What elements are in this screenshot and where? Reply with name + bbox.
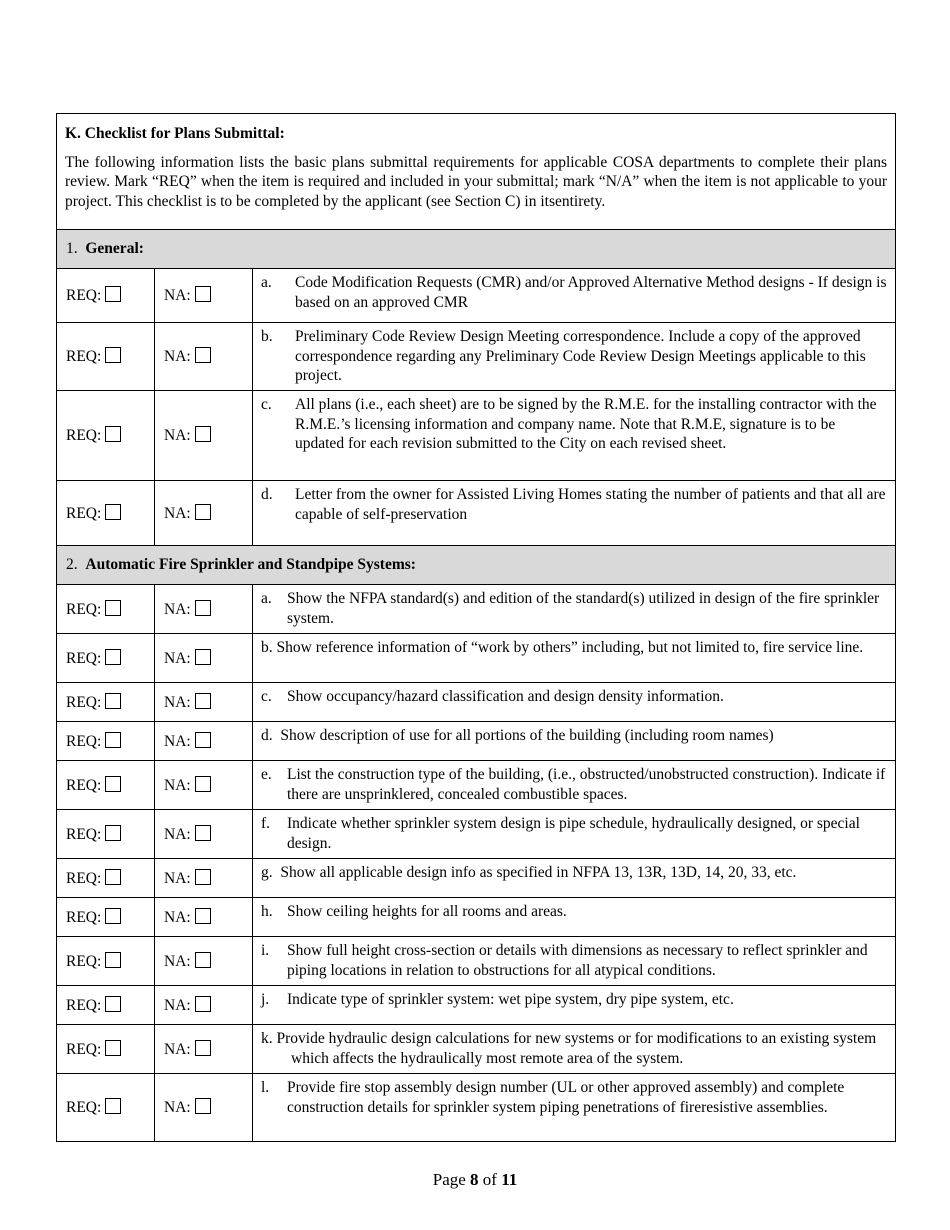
item-letter: i. — [261, 942, 270, 959]
req-label: REQ: — [66, 776, 102, 794]
checklist-table — [56, 113, 896, 1142]
req-checkbox[interactable] — [105, 426, 121, 442]
na-label: NA: — [164, 776, 191, 794]
page-number: 8 — [470, 1170, 479, 1189]
req-cell — [57, 898, 155, 937]
req-checkbox[interactable] — [105, 952, 121, 968]
na-label: NA: — [164, 996, 191, 1014]
req-checkbox[interactable] — [105, 908, 121, 924]
item-cell — [253, 810, 896, 859]
item-letter: h. — [261, 903, 273, 920]
na-cell — [155, 585, 253, 634]
na-cell — [155, 986, 253, 1025]
req-checkbox[interactable] — [105, 996, 121, 1012]
req-cell — [57, 323, 155, 391]
item-text: Show ceiling heights for all rooms and areas. — [287, 903, 567, 920]
item-text: Show description of use for all portions of the building (including room names) — [280, 727, 774, 744]
req-label: REQ: — [66, 996, 102, 1014]
checklist-row — [57, 391, 896, 481]
req-cell — [57, 481, 155, 546]
req-checkbox[interactable] — [105, 600, 121, 616]
na-label: NA: — [164, 348, 191, 365]
req-checkbox[interactable] — [105, 347, 121, 363]
na-cell — [155, 269, 253, 323]
req-checkbox[interactable] — [105, 732, 121, 748]
item-letter: b. — [261, 328, 273, 345]
na-label: NA: — [164, 427, 191, 444]
req-cell — [57, 1025, 155, 1074]
intro-paragraph: The following information lists the basic plans submittal requirements for applicable COSA departments to complete their plans review. Mark “REQ” when the item is required and included in your submittal; mark “N/A” when the item is not applicable to your project. This checklist is to be completed by the applicant (see Section C) in itsentirety. — [65, 153, 887, 210]
item-cell — [253, 1074, 896, 1142]
na-checkbox[interactable] — [195, 869, 211, 885]
page-of: of — [482, 1170, 497, 1189]
item-text: Show reference information of “work by others” including, but not limited to, fire service line. — [276, 639, 864, 656]
na-label: NA: — [164, 869, 191, 887]
item-text: Letter from the owner for Assisted Living Homes stating the number of patients and that all are capable of self-preservation — [295, 486, 886, 523]
section-number: 1. — [66, 240, 78, 257]
req-cell — [57, 761, 155, 810]
req-label: REQ: — [66, 908, 102, 926]
plans-submittal-checklist — [56, 113, 894, 1142]
req-cell — [57, 391, 155, 481]
item-cell — [253, 585, 896, 634]
req-label: REQ: — [66, 504, 102, 522]
na-checkbox[interactable] — [195, 1098, 211, 1114]
na-cell — [155, 761, 253, 810]
req-label: REQ: — [66, 1040, 102, 1058]
item-letter: k. — [261, 1030, 273, 1047]
req-label: REQ: — [66, 348, 102, 365]
item-cell — [253, 722, 896, 761]
checklist-row — [57, 1074, 896, 1142]
item-text: Indicate type of sprinkler system: wet pipe system, dry pipe system, etc. — [287, 991, 734, 1008]
na-label: NA: — [164, 1040, 191, 1058]
item-cell — [253, 937, 896, 986]
req-checkbox[interactable] — [105, 286, 121, 302]
item-text: Indicate whether sprinkler system design is pipe schedule, hydraulically designed, or special design. — [287, 815, 860, 852]
page-footer — [0, 1170, 950, 1190]
na-cell — [155, 391, 253, 481]
item-text: Show full height cross-section or details with dimensions as necessary to reflect sprinkler and piping locations in relation to obstructions for all atypical conditions. — [287, 942, 868, 979]
na-checkbox[interactable] — [195, 600, 211, 616]
req-cell — [57, 937, 155, 986]
req-checkbox[interactable] — [105, 693, 121, 709]
req-cell — [57, 859, 155, 898]
req-label: REQ: — [66, 825, 102, 843]
na-label: NA: — [164, 600, 191, 618]
na-checkbox[interactable] — [195, 426, 211, 442]
na-cell — [155, 859, 253, 898]
item-text: Show the NFPA standard(s) and edition of the standard(s) utilized in design of the fire sprinkler system. — [287, 590, 880, 627]
req-cell — [57, 722, 155, 761]
item-cell — [253, 634, 896, 683]
req-label: REQ: — [66, 600, 102, 618]
item-letter: a. — [261, 590, 272, 607]
req-cell — [57, 585, 155, 634]
intro-row — [57, 114, 896, 230]
na-label: NA: — [164, 504, 191, 522]
na-checkbox[interactable] — [195, 825, 211, 841]
item-cell — [253, 986, 896, 1025]
checklist-row — [57, 986, 896, 1025]
req-cell — [57, 986, 155, 1025]
section-header-general — [57, 230, 896, 269]
section-title: General: — [85, 240, 144, 257]
item-cell — [253, 1025, 896, 1074]
req-checkbox[interactable] — [105, 649, 121, 665]
item-text: All plans (i.e., each sheet) are to be signed by the R.M.E. for the installing contractor with the R.M.E.’s licensing information and company name. Note that R.M.E, signature is to be updated for each revision submitted to the City on each revised sheet. — [295, 396, 877, 452]
na-checkbox[interactable] — [195, 952, 211, 968]
checklist-row — [57, 859, 896, 898]
na-label: NA: — [164, 649, 191, 667]
req-cell — [57, 683, 155, 722]
checklist-row — [57, 481, 896, 546]
na-cell — [155, 634, 253, 683]
item-cell — [253, 391, 896, 481]
na-label: NA: — [164, 287, 191, 304]
req-label: REQ: — [66, 952, 102, 970]
na-checkbox[interactable] — [195, 693, 211, 709]
item-text: Show all applicable design info as specified in NFPA 13, 13R, 13D, 14, 20, 33, etc. — [280, 864, 797, 881]
item-cell — [253, 683, 896, 722]
item-letter: c. — [261, 688, 272, 705]
intro-cell — [57, 114, 896, 230]
checklist-row — [57, 761, 896, 810]
item-cell — [253, 898, 896, 937]
na-cell — [155, 323, 253, 391]
item-letter: d. — [261, 486, 273, 503]
na-cell — [155, 1025, 253, 1074]
item-letter: e. — [261, 766, 272, 783]
item-letter: f. — [261, 815, 271, 832]
checklist-row — [57, 634, 896, 683]
req-label: REQ: — [66, 869, 102, 887]
na-checkbox[interactable] — [195, 504, 211, 520]
req-checkbox[interactable] — [105, 869, 121, 885]
item-text: Preliminary Code Review Design Meeting correspondence. Include a copy of the approved correspondence regarding any Preliminary Code Review Design Meetings applicable to this project. — [295, 328, 866, 384]
na-cell — [155, 937, 253, 986]
req-cell — [57, 1074, 155, 1142]
na-checkbox[interactable] — [195, 1040, 211, 1056]
checklist-row — [57, 323, 896, 391]
req-cell — [57, 810, 155, 859]
na-cell — [155, 722, 253, 761]
section-heading: K. Checklist for Plans Submittal: — [65, 125, 285, 142]
checklist-row — [57, 1025, 896, 1074]
na-cell — [155, 683, 253, 722]
checklist-row — [57, 269, 896, 323]
item-letter: l. — [261, 1079, 270, 1096]
item-text: Provide hydraulic design calculations for new systems or for modifications to an existing system which affects the hydraulically most remote area of the system. — [276, 1030, 877, 1067]
checklist-row — [57, 810, 896, 859]
req-checkbox[interactable] — [105, 776, 121, 792]
req-checkbox[interactable] — [105, 1040, 121, 1056]
checklist-row — [57, 937, 896, 986]
na-cell — [155, 810, 253, 859]
item-text: List the construction type of the building, (i.e., obstructed/unobstructed construction). Indicate if there are unsprinklered, concealed combustible spaces. — [287, 766, 886, 803]
item-letter: d. — [261, 727, 273, 744]
checklist-row — [57, 683, 896, 722]
item-text: Show occupancy/hazard classification and design density information. — [287, 688, 724, 705]
req-label: REQ: — [66, 427, 102, 444]
na-label: NA: — [164, 825, 191, 843]
req-checkbox[interactable] — [105, 504, 121, 520]
item-cell — [253, 761, 896, 810]
na-label: NA: — [164, 952, 191, 970]
req-cell — [57, 269, 155, 323]
req-checkbox[interactable] — [105, 825, 121, 841]
checklist-row — [57, 585, 896, 634]
req-label: REQ: — [66, 732, 102, 750]
item-text: Provide fire stop assembly design number (UL or other approved assembly) and complete construction details for sprinkler system piping penetrations of fireresistive assemblies. — [287, 1079, 845, 1116]
na-checkbox[interactable] — [195, 996, 211, 1012]
na-checkbox[interactable] — [195, 649, 211, 665]
req-cell — [57, 634, 155, 683]
item-cell — [253, 323, 896, 391]
req-checkbox[interactable] — [105, 1098, 121, 1114]
checklist-row — [57, 898, 896, 937]
na-checkbox[interactable] — [195, 286, 211, 302]
section-number: 2. — [66, 556, 78, 573]
item-text: Code Modification Requests (CMR) and/or Approved Alternative Method designs - If design is based on an approved CMR — [295, 274, 887, 311]
na-checkbox[interactable] — [195, 732, 211, 748]
page-prefix: Page — [432, 1170, 466, 1189]
na-checkbox[interactable] — [195, 347, 211, 363]
item-letter: c. — [261, 396, 272, 413]
item-letter: b. — [261, 639, 273, 656]
req-label: REQ: — [66, 287, 102, 304]
na-checkbox[interactable] — [195, 908, 211, 924]
checklist-row — [57, 722, 896, 761]
req-label: REQ: — [66, 1099, 102, 1116]
req-label: REQ: — [66, 693, 102, 711]
section-title: Automatic Fire Sprinkler and Standpipe Systems: — [85, 556, 416, 573]
item-letter: j. — [261, 991, 270, 1008]
item-letter: a. — [261, 274, 272, 291]
na-label: NA: — [164, 693, 191, 711]
na-cell — [155, 898, 253, 937]
na-label: NA: — [164, 732, 191, 750]
page-total: 11 — [501, 1170, 518, 1189]
item-cell — [253, 859, 896, 898]
item-letter: g. — [261, 864, 273, 881]
item-cell — [253, 269, 896, 323]
na-label: NA: — [164, 908, 191, 926]
na-label: NA: — [164, 1099, 191, 1116]
na-cell — [155, 1074, 253, 1142]
section-header-sprinkler — [57, 546, 896, 585]
item-cell — [253, 481, 896, 546]
na-checkbox[interactable] — [195, 776, 211, 792]
req-label: REQ: — [66, 649, 102, 667]
na-cell — [155, 481, 253, 546]
